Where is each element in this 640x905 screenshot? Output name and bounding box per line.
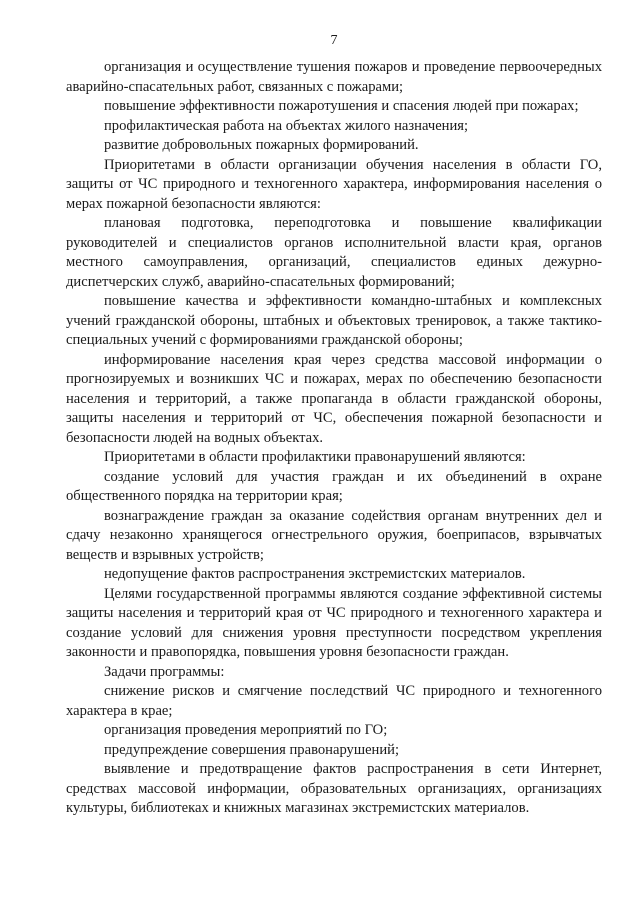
paragraph: повышение качества и эффективности командно-штабных и комплексных учений гражданской обороны, штабных и объектовых тренировок, а также тактико-специальных учений с формированиями гражданской обороны; [66,293,602,348]
paragraph: развитие добровольных пожарных формирований. [104,137,419,153]
paragraph: профилактическая работа на объектах жилого назначения; [104,117,469,134]
paragraph: организация проведения мероприятий по ГО; [104,722,388,738]
paragraph: плановая подготовка, переподготовка и повышение квалификации руководителей и специалистов органов исполнительной власти края, органов местного самоуправления, организаций, специалистов единых дежурно-диспетчерских служб, аварийно-спасательных формирований; [66,215,602,290]
paragraph: выявление и предотвращение фактов распространения в сети Интернет, средствах массовой информации, образовательных организациях, организациях культуры, библиотеках и книжных магазинах экстремистских материалов. [66,761,602,816]
paragraph: снижение рисков и смягчение последствий ЧС природного и техногенного характера в крае; [66,683,602,719]
page-number: 7 [330,33,338,48]
paragraph: Целями государственной программы являются создание эффективной системы защиты населения и территорий края от ЧС природного и техногенного характера и создание условий для снижения уровня преступности посредством укрепления законности и правопорядка, повышения уровня безопасности граждан. [66,585,602,660]
paragraph: Задачи программы: [104,663,225,680]
paragraph: повышение эффективности пожаротушения и спасения людей при пожарах; [104,98,579,114]
paragraph: предупреждение совершения правонарушений; [104,741,400,758]
paragraph: вознаграждение граждан за оказание содействия органам внутренних дел и сдачу незаконно хранящегося огнестрельного оружия, боеприпасов, взрывчатых веществ и взрывных устройств; [66,507,602,563]
paragraph: создание условий для участия граждан и их объединений в охране общественного порядка на территории края; [66,468,602,504]
paragraph: недопущение фактов распространения экстремистских материалов. [104,566,526,582]
paragraph: информирование населения края через средства массовой информации о прогнозируемых и возникших ЧС и пожарах, мерах по обеспечению безопасности населения и территорий, а также пропаганда в области гражданской обороны, защиты населения и территорий от ЧС, обеспечения пожарной безопасности и безопасности людей на водных объектах. [66,351,602,446]
document-body [66,58,602,819]
paragraph: Приоритетами в области профилактики правонарушений являются: [104,449,526,465]
paragraph: организация и осуществление тушения пожаров и проведение первоочередных аварийно-спасательных работ, связанных с пожарами; [66,59,602,95]
paragraph: Приоритетами в области организации обучения населения в области ГО, защиты от ЧС природного и техногенного характера, информирования населения о мерах пожарной безопасности являются: [66,156,602,212]
